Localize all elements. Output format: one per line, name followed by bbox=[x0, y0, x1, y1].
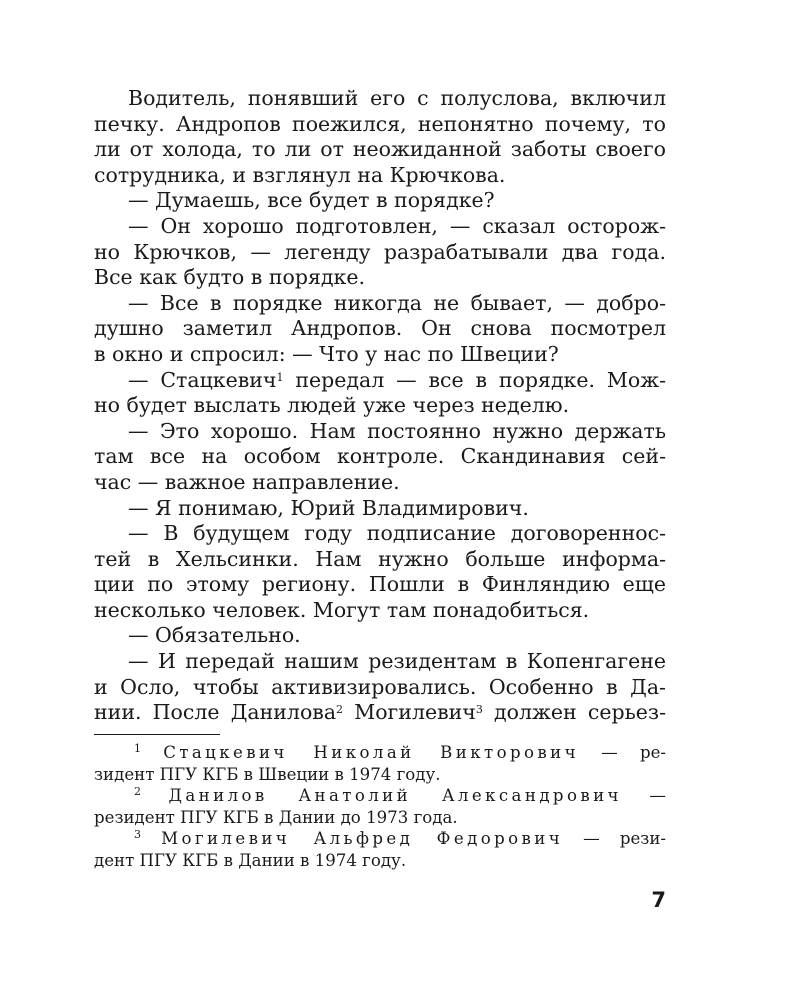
text-fragment: передал — все в порядке. Мож- bbox=[283, 367, 666, 392]
text-line: душно заметил Андропов. Он снова посмотрел bbox=[94, 316, 666, 341]
text-fragment: Могилевич bbox=[343, 700, 476, 725]
footnote-line bbox=[94, 742, 666, 764]
footnote-line: зидент ПГУ КГБ в Швеции в 1974 году. bbox=[94, 764, 441, 784]
text-line: — В будущем году подписание договореннос- bbox=[128, 521, 666, 546]
page-number: 7 bbox=[651, 888, 666, 912]
footnote-line: резидент ПГУ КГБ в Дании до 1973 года. bbox=[94, 807, 458, 827]
footnotes bbox=[94, 742, 666, 872]
footnote-line bbox=[94, 785, 666, 807]
text-line: Водитель, понявший его с полуслова, включил bbox=[128, 86, 666, 110]
footnote-divider bbox=[94, 734, 220, 735]
text-line bbox=[94, 368, 666, 394]
text-line: Все как будто в порядке. bbox=[94, 265, 365, 290]
text-line: час — важное направление. bbox=[94, 469, 400, 494]
text-line: в окно и спросил: — Что у нас по Швеции? bbox=[94, 341, 559, 366]
text-line: и Осло, чтобы активизировались. Особенно в Да- bbox=[94, 674, 666, 699]
text-line: — Обязательно. bbox=[128, 623, 301, 648]
text-line: — И передай нашим резидентам в Копенгагене bbox=[128, 649, 666, 674]
body-text bbox=[94, 86, 666, 726]
text-fragment: должен серьез- bbox=[482, 700, 666, 725]
footnote-number: 1 bbox=[134, 742, 141, 755]
footnote-ref: 1 bbox=[276, 370, 284, 384]
text-line: — Думаешь, все будет в порядке? bbox=[128, 188, 495, 213]
text-fragment: нии. После Данилова bbox=[94, 700, 337, 725]
footnote-text: — рези- bbox=[583, 829, 666, 849]
text-line: но Крючков, — легенду разрабатывали два года. bbox=[94, 239, 666, 264]
text-line: — Я понимаю, Юрий Владимирович. bbox=[128, 495, 529, 520]
footnote-text: — ре- bbox=[601, 743, 667, 762]
text-line: но будет выслать людей уже через неделю. bbox=[94, 393, 570, 418]
text-line: — Это хорошо. Нам постоянно нужно держать bbox=[128, 418, 666, 443]
text-line bbox=[94, 700, 666, 726]
text-line: там все на особом контроле. Скандинавия сей- bbox=[94, 444, 666, 469]
footnote-text: — bbox=[649, 786, 666, 806]
text-line: ли от холода, то ли от неожиданной заботы своего bbox=[94, 137, 666, 162]
footnote-line bbox=[94, 828, 666, 850]
footnote-line: дент ПГУ КГБ в Дании в 1974 году. bbox=[94, 850, 407, 870]
text-line: ции по этому региону. Пошли в Финляндию еще bbox=[94, 572, 666, 597]
footnote-person-name: Данилов Анатолий Александрович bbox=[168, 786, 622, 806]
text-line: сотрудника, и взглянул на Крючкова. bbox=[94, 162, 506, 187]
footnote-number: 2 bbox=[134, 785, 141, 799]
text-line: печку. Андропов поежился, непонятно почему, то bbox=[94, 111, 666, 136]
text-line: — Он хорошо подготовлен, — сказал осторож- bbox=[128, 213, 666, 238]
footnote-ref: 3 bbox=[475, 703, 483, 717]
footnote-person-name: Стацкевич Николай Викторович bbox=[163, 743, 579, 762]
text-line: — Все в порядке никогда не бывает, — добро- bbox=[128, 290, 666, 315]
text-line: несколько человек. Могут там понадобиться. bbox=[94, 597, 590, 622]
footnote-person-name: Могилевич Альфред Федорович bbox=[161, 829, 564, 849]
footnote-ref: 2 bbox=[336, 703, 344, 717]
text-fragment: — Стацкевич bbox=[128, 367, 277, 392]
text-line: тей в Хельсинки. Нам нужно больше информа- bbox=[94, 546, 666, 571]
footnote-number: 3 bbox=[134, 828, 141, 842]
